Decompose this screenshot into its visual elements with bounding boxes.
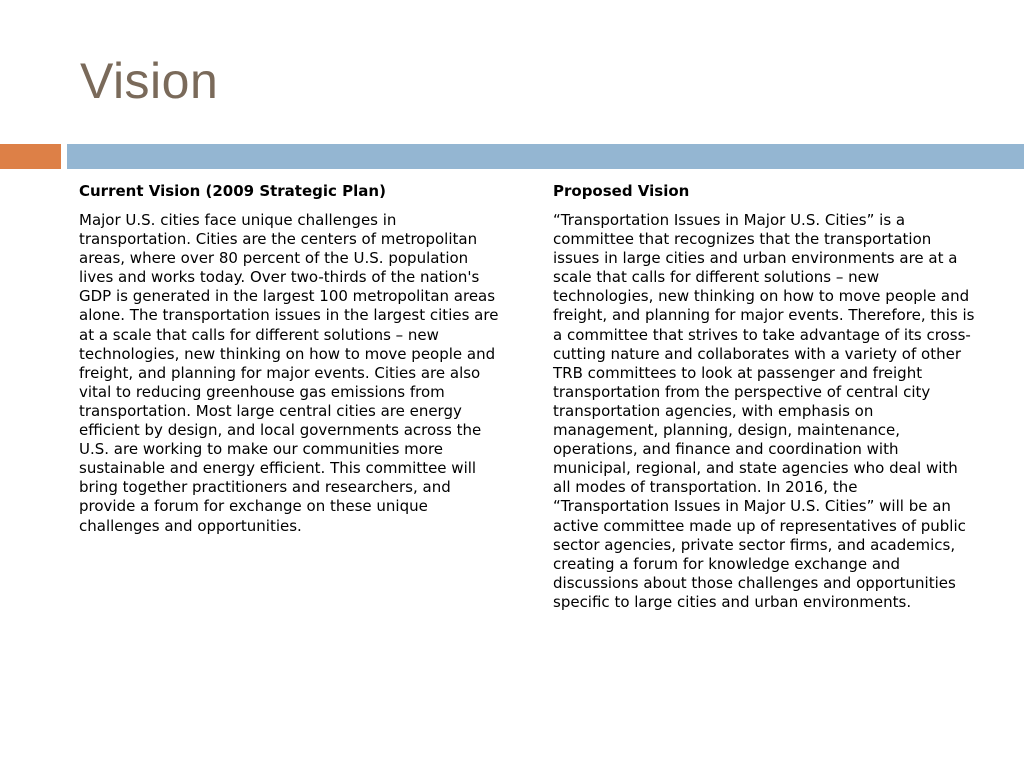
proposed-vision-heading: Proposed Vision (553, 182, 690, 200)
slide-title: Vision (80, 53, 219, 109)
proposed-vision-column (553, 181, 978, 612)
accent-bar-blue (67, 144, 1024, 169)
proposed-vision-body: “Transportation Issues in Major U.S. Cities” is a committee that recognizes that the transportation issues in large cities and urban environments are at a scale that calls for different solutions – new technologies, new thinking on how to move people and freight, and planning for major events. Therefore, this is a committee that strives to take advantage of its cross-cutting nature and collaborates with a variety of other TRB committees to look at passenger and freight transportation from the perspective of central city transportation agencies, with emphasis on management, planning, design, maintenance, operations, and finance and coordination with municipal, regional, and state agencies who deal with all modes of transportation. In 2016, the “Transportation Issues in Major U.S. Cities” will be an active committee made up of representatives of public sector agencies, private sector firms, and academics, creating a forum for knowledge exchange and discussions about those challenges and opportunities specific to large cities and urban environments. (553, 211, 975, 611)
accent-bar-orange (0, 144, 61, 169)
current-vision-heading: Current Vision (2009 Strategic Plan) (79, 182, 386, 200)
current-vision-column (79, 181, 499, 536)
current-vision-body: Major U.S. cities face unique challenges in transportation. Cities are the centers of metropolitan areas, where over 80 percent of the U.S. population lives and works today. Over two-thirds of the nation's GDP is generated in the largest 100 metropolitan areas alone. The transportation issues in the largest cities are at a scale that calls for different solutions – new technologies, new thinking on how to move people and freight, and planning for major events. Cities are also vital to reducing greenhouse gas emissions from transportation. Most large central cities are energy efficient by design, and local governments across the U.S. are working to make our communities more sustainable and energy efficient. This committee will bring together practitioners and researchers, and provide a forum for exchange on these unique challenges and opportunities. (79, 211, 499, 535)
